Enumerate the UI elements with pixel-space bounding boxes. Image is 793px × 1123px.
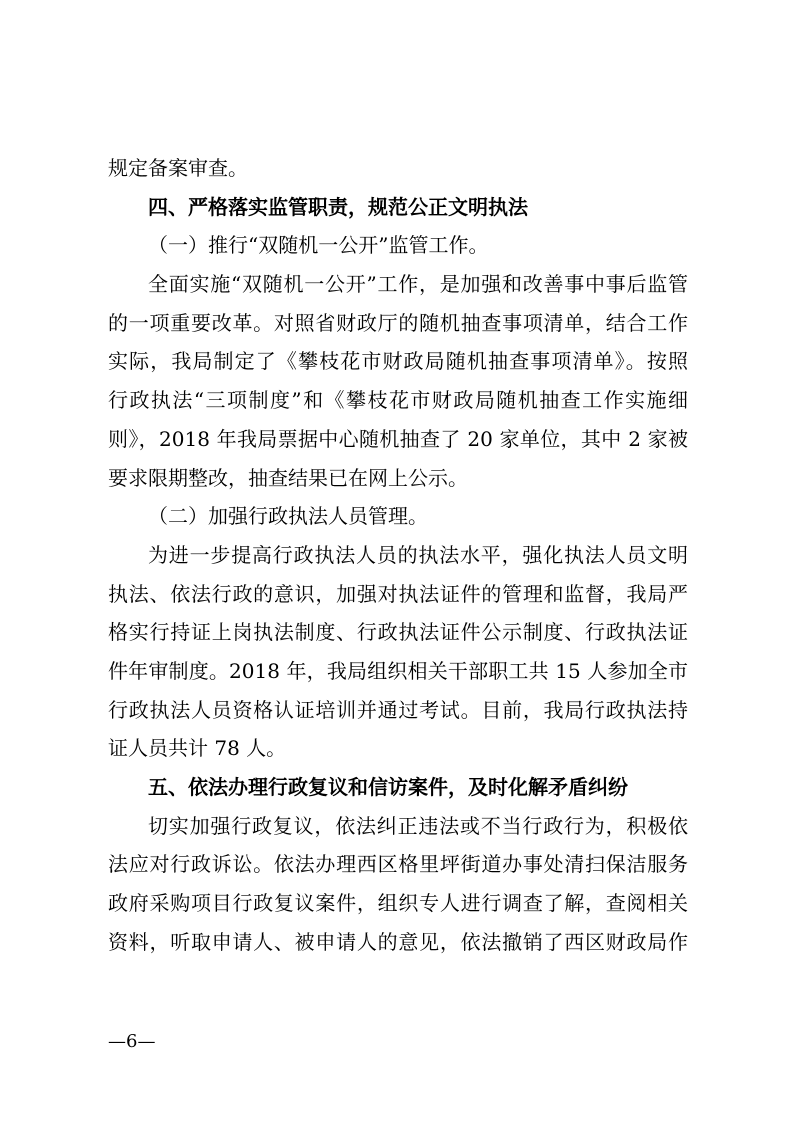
paragraph-line: 件年审制度。2018 年，我局组织相关干部职工共 15 人参加全市 bbox=[108, 658, 688, 683]
paragraph-line: 则》，2018 年我局票据中心随机抽查了 20 家单位，其中 2 家被 bbox=[108, 426, 688, 451]
paragraph-last-line: 证人员共计 78 人。 bbox=[108, 736, 287, 761]
paragraph-line: 切实加强行政复议，依法纠正违法或不当行政行为，积极依 bbox=[148, 813, 688, 838]
paragraph-line: 政府采购项目行政复议案件，组织专人进行调查了解，查阅相关 bbox=[108, 891, 688, 916]
paragraph-line: 实际，我局制定了《攀枝花市财政局随机抽查事项清单》。按照 bbox=[108, 349, 688, 374]
paragraph-line: 执法、依法行政的意识，加强对执法证件的管理和监督，我局严 bbox=[108, 581, 688, 606]
paragraph-line: 行政执法“三项制度”和《攀枝花市财政局随机抽查工作实施细 bbox=[108, 388, 688, 413]
document-body bbox=[108, 149, 688, 961]
paragraph-line: 格实行持证上岗执法制度、行政执法证件公示制度、行政执法证 bbox=[108, 620, 688, 645]
section-heading-5: 五、依法办理行政复议和信访案件，及时化解矛盾纠纷 bbox=[148, 775, 628, 799]
paragraph-line: 为进一步提高行政执法人员的执法水平，强化执法人员文明 bbox=[148, 542, 688, 567]
paragraph-line: 全面实施“双随机一公开”工作，是加强和改善事中事后监管 bbox=[148, 272, 688, 297]
paragraph-continuation-line: 规定备案审查。 bbox=[108, 156, 248, 180]
paragraph-line: 资料，听取申请人、被申请人的意见，依法撤销了西区财政局作 bbox=[108, 929, 688, 954]
paragraph-last-line: 要求限期整改，抽查结果已在网上公示。 bbox=[108, 465, 468, 490]
paragraph-line: 行政执法人员资格认证培训并通过考试。目前，我局行政执法持 bbox=[108, 697, 688, 722]
subsection-heading-4-2: （二）加强行政执法人员管理。 bbox=[148, 504, 428, 529]
page-number: —6— bbox=[108, 1031, 156, 1052]
section-heading-4: 四、严格落实监管职责，规范公正文明执法 bbox=[148, 194, 528, 219]
subsection-heading-4-1: （一）推行“双随机一公开”监管工作。 bbox=[148, 233, 489, 258]
paragraph-line: 法应对行政诉讼。依法办理西区格里坪街道办事处清扫保洁服务 bbox=[108, 852, 688, 877]
paragraph-line: 的一项重要改革。对照省财政厅的随机抽查事项清单，结合工作 bbox=[108, 310, 688, 335]
